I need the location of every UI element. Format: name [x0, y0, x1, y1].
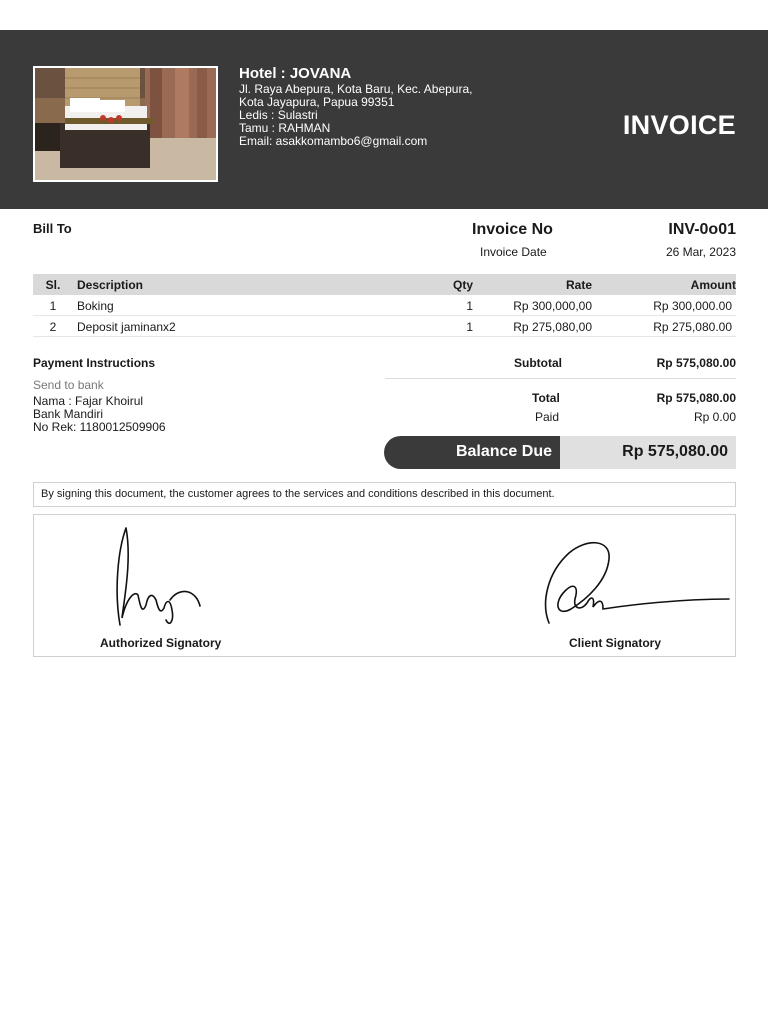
paid-value: Rp 0.00: [693, 410, 736, 424]
row-sl: 1: [49, 299, 57, 313]
payment-account-number: No Rek: 1180012509906: [33, 420, 166, 434]
header-description: Description: [77, 278, 144, 292]
balance-due-bar: [384, 436, 736, 469]
invoice-date-label: Invoice Date: [480, 245, 547, 259]
header-rate: Rate: [565, 278, 592, 292]
balance-due-value: Rp 575,080.00: [622, 443, 728, 460]
payment-instructions-title: Payment Instructions: [33, 356, 156, 370]
balance-due-label-box: [384, 436, 560, 469]
invoice-date-value: 26 Mar, 2023: [665, 245, 736, 259]
row-amount: Rp 300,000.00: [653, 299, 732, 313]
invoice-no-value: INV-0o01: [668, 221, 736, 238]
authorized-signatory-label: Authorized Signatory: [100, 636, 222, 650]
payment-subtitle: Send to bank: [33, 378, 104, 392]
hotel-room-photo: [33, 66, 218, 182]
summary-divider: [385, 378, 736, 379]
line-items-table: [33, 274, 736, 337]
paid-label: Paid: [535, 410, 560, 424]
row-description: Deposit jaminanx2: [77, 320, 176, 334]
balance-due-value-box: [560, 436, 736, 469]
payment-bank: Bank Mandiri: [33, 407, 104, 421]
table-row: [33, 316, 736, 337]
client-signatory-label: Client Signatory: [569, 636, 662, 650]
hotel-address-line2: Kota Jayapura, Papua 99351: [239, 95, 395, 109]
row-qty: 1: [466, 320, 473, 334]
payment-name: Nama : Fajar Khoirul: [33, 394, 144, 408]
row-description: Boking: [77, 299, 114, 313]
row-amount: Rp 275,080.00: [653, 320, 732, 334]
header-qty: Qty: [452, 278, 473, 292]
header-sl: Sl.: [45, 278, 61, 292]
table-header-row: [33, 274, 736, 295]
total-label: Total: [532, 391, 560, 405]
balance-due-label: Balance Due: [455, 443, 552, 460]
hotel-guest: Tamu : RAHMAN: [239, 121, 331, 135]
hotel-name: Hotel : JOVANA: [239, 65, 352, 82]
row-qty: 1: [466, 299, 473, 313]
bill-to-label: Bill To: [33, 221, 72, 236]
total-value: Rp 575,080.00: [656, 391, 736, 405]
signature-box: [33, 514, 736, 657]
row-sl: 2: [49, 320, 57, 334]
client-signature: [539, 533, 739, 633]
hotel-info: [239, 65, 472, 148]
subtotal-value: Rp 575,080.00: [656, 356, 736, 370]
header-amount: Amount: [690, 278, 736, 292]
hotel-address-line1: Jl. Raya Abepura, Kota Baru, Kec. Abepura,: [239, 82, 473, 96]
hotel-email: Email: asakkomambo6@gmail.com: [239, 134, 428, 148]
table-row: [33, 295, 736, 316]
invoice-no-label: Invoice No: [472, 221, 553, 238]
authorized-signature: [104, 520, 214, 632]
hotel-ledis: Ledis : Sulastri: [239, 108, 318, 122]
row-rate: Rp 275,080,00: [513, 320, 592, 334]
agreement-notice: By signing this document, the customer agrees to the services and conditions described in this document.: [33, 482, 736, 507]
row-rate: Rp 300,000,00: [513, 299, 592, 313]
invoice-header: [0, 30, 768, 209]
invoice-title: INVOICE: [622, 110, 736, 140]
subtotal-label: Subtotal: [514, 356, 562, 370]
